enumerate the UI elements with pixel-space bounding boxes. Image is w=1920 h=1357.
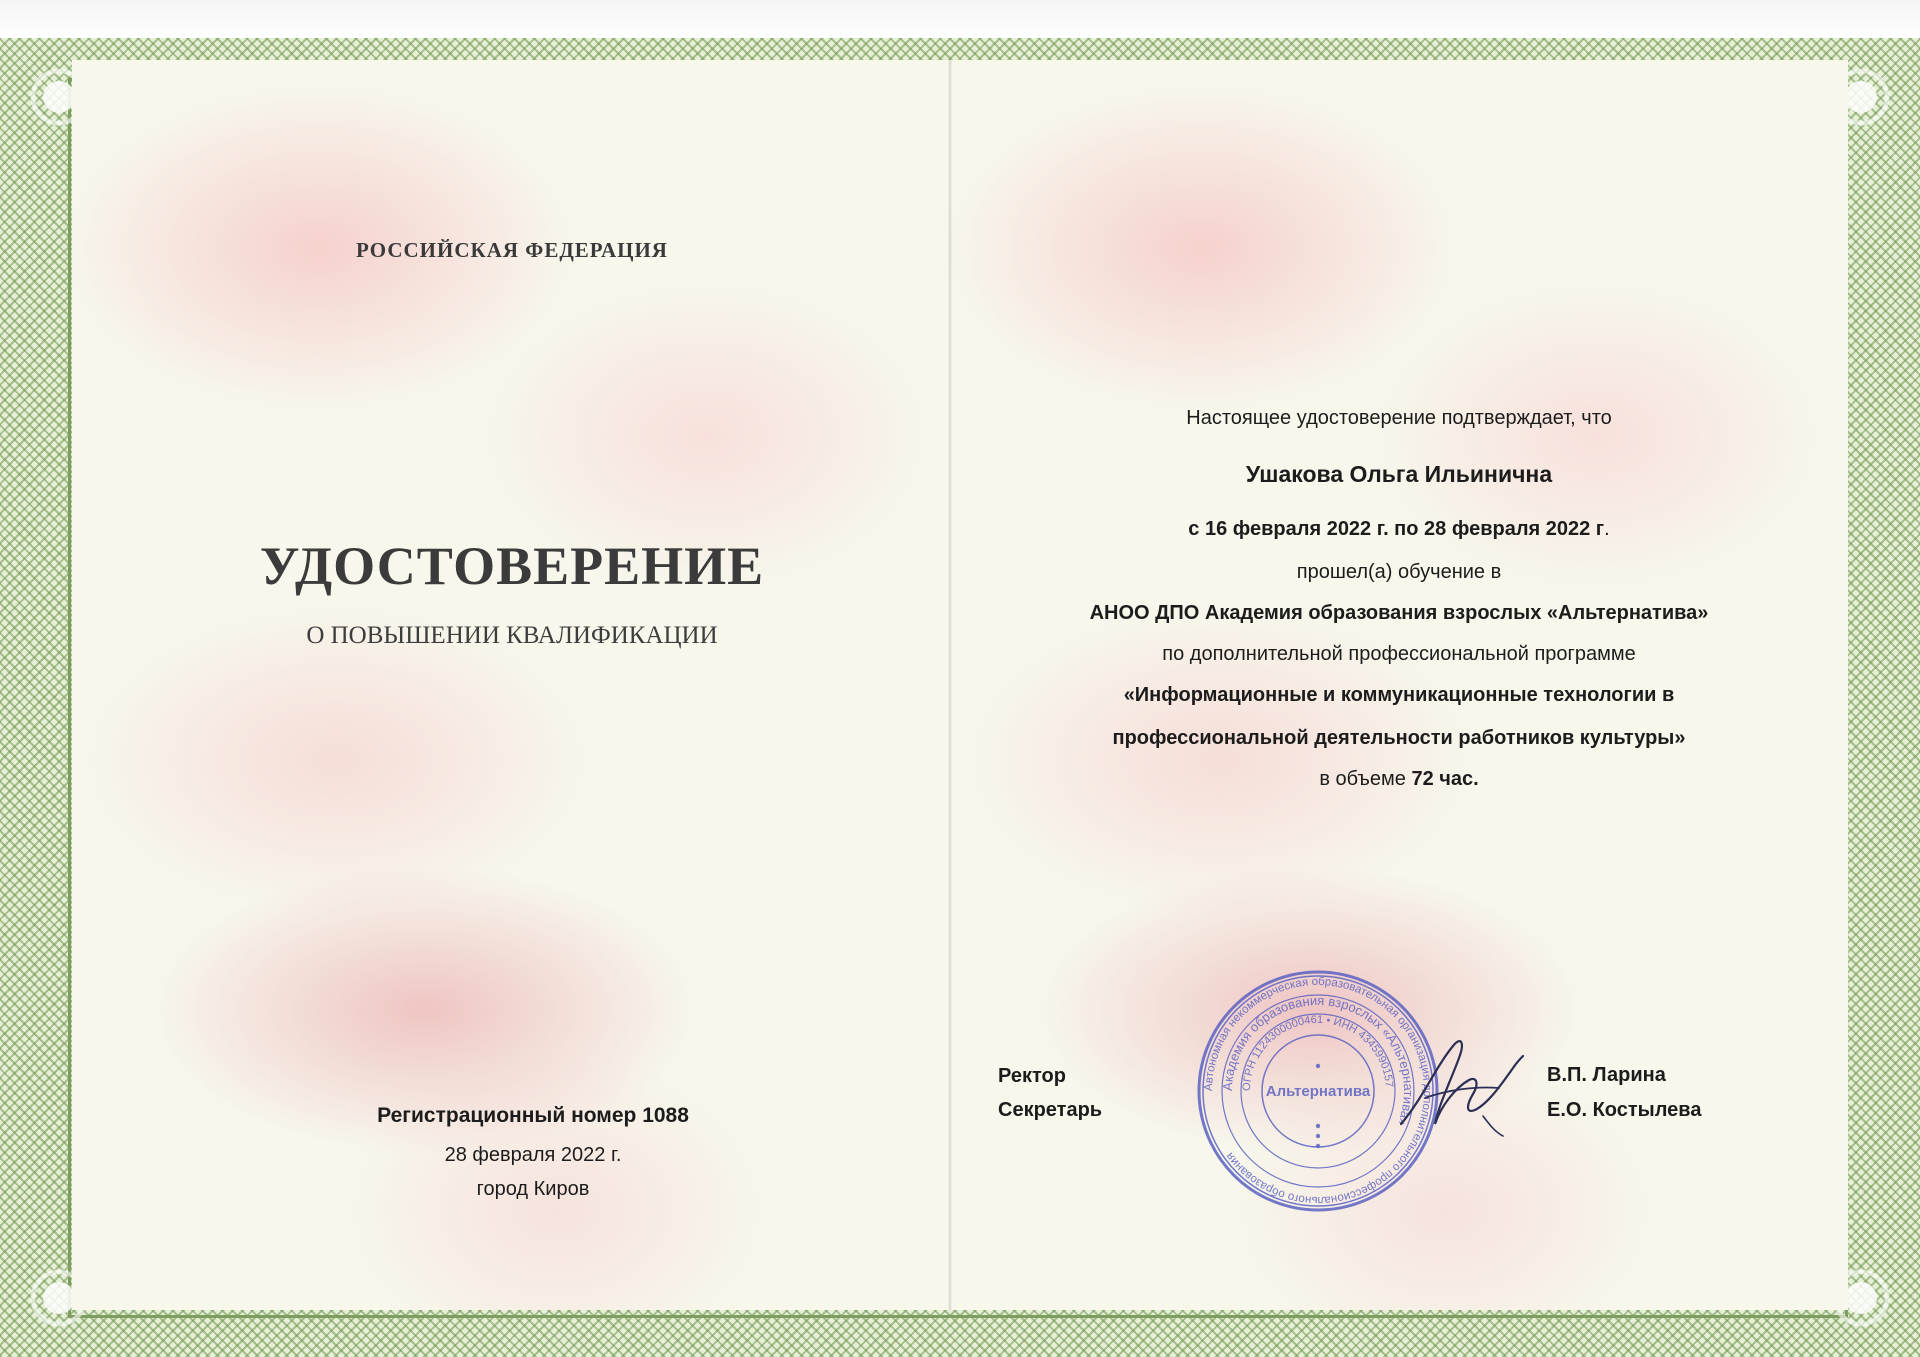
rector-label: Ректор <box>998 1065 1066 1087</box>
training-period <box>950 518 1848 541</box>
secretary-name: Е.О. Костылева <box>1547 1099 1702 1121</box>
secretary-label: Секретарь <box>998 1099 1103 1121</box>
registration-number: Регистрационный номер 1088 <box>377 1104 689 1127</box>
stamp-center-text: Альтернатива <box>1265 1083 1371 1100</box>
holder-name: Ушакова Ольга Ильинична <box>1245 461 1553 487</box>
country-heading: РОССИЙСКАЯ ФЕДЕРАЦИЯ <box>356 238 668 262</box>
program-title-line-2: профессиональной деятельности работников культуры» <box>1112 727 1686 749</box>
certificate-intro: Настоящее удостоверение подтверждает, что <box>1186 407 1612 429</box>
stamp-middle-text: Академия образования взрослых «Альтернатива» <box>1219 992 1417 1129</box>
stamp-outer-text: Автономная некоммерческая образовательная организация дополнительного профессионального образования <box>1202 975 1434 1207</box>
handwritten-signature <box>1395 1028 1527 1140</box>
document-subtitle: О ПОВЫШЕНИИ КВАЛИФИКАЦИИ <box>306 622 718 649</box>
volume-value: 72 час. <box>1411 768 1479 790</box>
scan-background <box>0 0 1920 40</box>
program-volume <box>950 768 1848 791</box>
trained-statement: прошел(а) обучение в <box>1296 561 1502 583</box>
program-title-line-1: «Информационные и коммуникационные технологии в <box>1123 684 1675 706</box>
issue-date: 28 февраля 2022 г. <box>444 1144 622 1166</box>
rector-name: В.П. Ларина <box>1547 1064 1666 1086</box>
issue-city: город Киров <box>476 1178 590 1200</box>
document-title: УДОСТОВЕРЕНИЕ <box>259 536 765 596</box>
volume-prefix: в объеме <box>1319 768 1412 790</box>
training-period-text: с 16 февраля 2022 г. по 28 февраля 2022 г <box>1188 518 1605 540</box>
stamp-inner-text: ОГРН 1124300000461 • ИНН 4345990157 <box>1240 1013 1395 1092</box>
organization-name: АНОО ДПО Академия образования взрослых «Альтернатива» <box>1089 602 1709 624</box>
program-intro: по дополнительной профессиональной программе <box>1162 643 1636 665</box>
training-period-end: . <box>1604 518 1610 540</box>
